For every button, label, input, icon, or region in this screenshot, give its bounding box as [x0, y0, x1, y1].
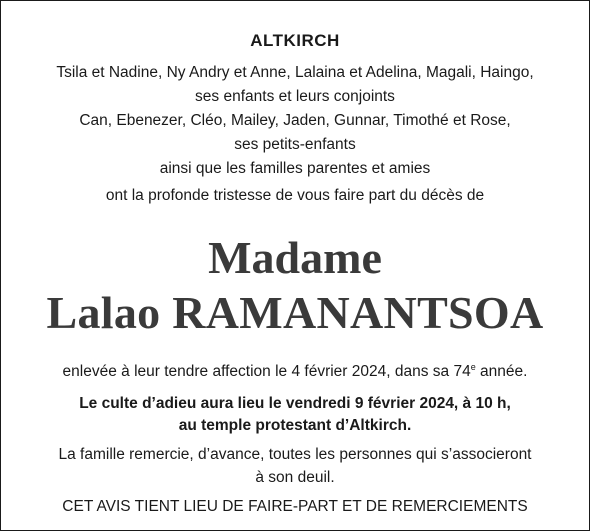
death-line-text: enlevée à leur tendre affection le 4 février 2024, dans sa 74	[62, 363, 471, 380]
thanks-line-2: à son deuil.	[255, 469, 335, 486]
grandchildren-label: ses petits-enfants	[234, 136, 356, 153]
city-heading: ALTKIRCH	[250, 31, 340, 50]
service-line-2: au temple protestant d’Altkirch.	[178, 417, 412, 434]
deceased-name: Lalao RAMANANTSOA	[46, 287, 544, 338]
ordinal-suffix: e	[470, 361, 476, 372]
grandchildren-names: Can, Ebenezer, Cléo, Mailey, Jaden, Gunnar, Timothé et Rose,	[79, 112, 511, 129]
children-names: Tsila et Nadine, Ny Andry et Anne, Lalaina et Adelina, Magali, Haingo,	[56, 64, 534, 81]
families-line: ainsi que les familles parentes et amies	[159, 160, 431, 177]
death-line	[1, 362, 589, 382]
children-label: ses enfants et leurs conjoints	[195, 88, 395, 105]
announcement-line: ont la profonde tristesse de vous faire part du décès de	[105, 187, 485, 204]
service-line-1: Le culte d’adieu aura lieu le vendredi 9 février 2024, à 10 h,	[79, 395, 511, 412]
thanks-line-1: La famille remercie, d’avance, toutes les personnes qui s’associeront	[58, 446, 532, 463]
deceased-title: Madame	[208, 232, 382, 283]
death-line-end: année.	[475, 363, 528, 380]
closing-line: CET AVIS TIENT LIEU DE FAIRE-PART ET DE REMERCIEMENTS	[62, 498, 528, 515]
